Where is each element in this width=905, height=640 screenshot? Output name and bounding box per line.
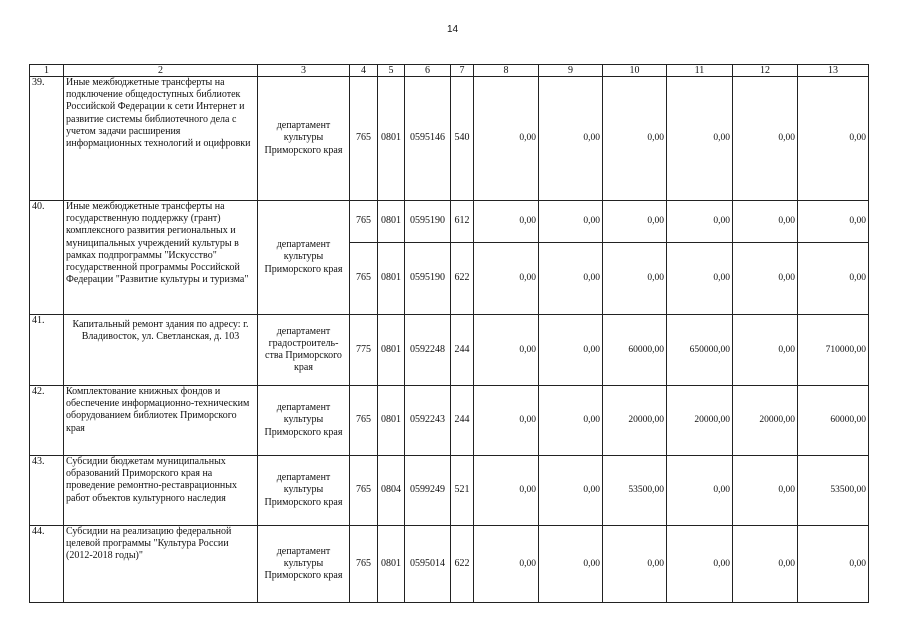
amount-cell: 53500,00 <box>603 456 667 526</box>
table-row <box>30 456 869 526</box>
amount-cell: 0,00 <box>474 526 539 603</box>
column-header: 9 <box>539 65 603 77</box>
row-number: 40. <box>30 201 64 315</box>
code-section: 0801 <box>378 77 405 201</box>
code-section: 0801 <box>378 386 405 456</box>
code-expense-type: 244 <box>451 315 474 386</box>
code-target: 0599249 <box>405 456 451 526</box>
amount-cell: 0,00 <box>603 77 667 201</box>
amount-cell: 0,00 <box>667 243 733 315</box>
amount-cell: 710000,00 <box>798 315 869 386</box>
column-header: 2 <box>64 65 258 77</box>
code-section: 0801 <box>378 315 405 386</box>
amount-cell: 0,00 <box>667 201 733 243</box>
responsible-department: департамент культуры Приморского края <box>258 456 350 526</box>
amount-cell: 0,00 <box>603 243 667 315</box>
column-header: 5 <box>378 65 405 77</box>
amount-cell: 53500,00 <box>798 456 869 526</box>
amount-cell: 0,00 <box>539 201 603 243</box>
measure-name: Иные межбюджетные трансферты на подключение общедоступных библиотек Российской Федерации к сети Интернет и развитие системы библиотечного дела с учетом задачи расширения информационных технологий и оцифровки <box>64 77 258 201</box>
amount-cell: 0,00 <box>733 77 798 201</box>
column-header: 6 <box>405 65 451 77</box>
column-header: 3 <box>258 65 350 77</box>
code-section: 0801 <box>378 201 405 243</box>
column-header: 8 <box>474 65 539 77</box>
row-number: 41. <box>30 315 64 386</box>
amount-cell: 0,00 <box>667 456 733 526</box>
amount-cell: 0,00 <box>474 201 539 243</box>
code-grbs: 775 <box>350 315 378 386</box>
table-row <box>30 526 869 603</box>
amount-cell: 0,00 <box>474 315 539 386</box>
amount-cell: 0,00 <box>539 77 603 201</box>
amount-cell: 0,00 <box>539 526 603 603</box>
code-grbs: 765 <box>350 77 378 201</box>
code-section: 0801 <box>378 526 405 603</box>
amount-cell: 0,00 <box>667 77 733 201</box>
column-header: 13 <box>798 65 869 77</box>
amount-cell: 0,00 <box>474 77 539 201</box>
code-target: 0595014 <box>405 526 451 603</box>
table-row <box>30 77 869 201</box>
code-target: 0595190 <box>405 201 451 243</box>
table-row <box>30 315 869 386</box>
amount-cell: 0,00 <box>474 243 539 315</box>
amount-cell: 0,00 <box>798 526 869 603</box>
code-target: 0592248 <box>405 315 451 386</box>
amount-cell: 20000,00 <box>603 386 667 456</box>
amount-cell: 0,00 <box>733 243 798 315</box>
amount-cell: 0,00 <box>733 456 798 526</box>
code-target: 0595190 <box>405 243 451 315</box>
amount-cell: 0,00 <box>603 201 667 243</box>
code-grbs: 765 <box>350 201 378 243</box>
amount-cell: 0,00 <box>798 201 869 243</box>
row-number: 39. <box>30 77 64 201</box>
code-expense-type: 622 <box>451 243 474 315</box>
measure-name: Субсидии на реализацию федеральной целевой программы "Культура России (2012-2018 годы)" <box>64 526 258 603</box>
amount-cell: 0,00 <box>539 386 603 456</box>
amount-cell: 0,00 <box>733 201 798 243</box>
code-target: 0592243 <box>405 386 451 456</box>
amount-cell: 0,00 <box>474 386 539 456</box>
column-header: 10 <box>603 65 667 77</box>
code-expense-type: 244 <box>451 386 474 456</box>
amount-cell: 0,00 <box>474 456 539 526</box>
column-header: 11 <box>667 65 733 77</box>
measure-name: Иные межбюджетные трансферты на государственную поддержку (грант) комплексного развития региональных и муниципальных учреждений культуры в рамках подпрограммы "Искусство" государственной программы Российской Федерации "Развитие культуры и туризма" <box>64 201 258 315</box>
table-row <box>30 386 869 456</box>
row-number: 43. <box>30 456 64 526</box>
page-number: 14 <box>446 24 459 35</box>
amount-cell: 0,00 <box>539 243 603 315</box>
code-grbs: 765 <box>350 386 378 456</box>
budget-table <box>29 64 869 603</box>
measure-name: Субсидии бюджетам муниципальных образований Приморского края на проведение ремонтно-реставрационных работ объектов культурного наследия <box>64 456 258 526</box>
amount-cell: 0,00 <box>667 526 733 603</box>
amount-cell: 0,00 <box>798 243 869 315</box>
code-expense-type: 540 <box>451 77 474 201</box>
code-section: 0801 <box>378 243 405 315</box>
amount-cell: 0,00 <box>798 77 869 201</box>
amount-cell: 60000,00 <box>798 386 869 456</box>
code-target: 0595146 <box>405 77 451 201</box>
code-section: 0804 <box>378 456 405 526</box>
row-number: 44. <box>30 526 64 603</box>
table-row <box>30 201 869 243</box>
column-header: 7 <box>451 65 474 77</box>
responsible-department: департамент градостроитель-ства Приморского края <box>258 315 350 386</box>
responsible-department: департамент культуры Приморского края <box>258 77 350 201</box>
amount-cell: 0,00 <box>539 315 603 386</box>
code-grbs: 765 <box>350 526 378 603</box>
amount-cell: 20000,00 <box>733 386 798 456</box>
code-expense-type: 612 <box>451 201 474 243</box>
amount-cell: 650000,00 <box>667 315 733 386</box>
responsible-department: департамент культуры Приморского края <box>258 386 350 456</box>
code-grbs: 765 <box>350 456 378 526</box>
column-header: 1 <box>30 65 64 77</box>
code-grbs: 765 <box>350 243 378 315</box>
amount-cell: 0,00 <box>603 526 667 603</box>
measure-name: Капитальный ремонт здания по адресу: г. Владивосток, ул. Светланская, д. 103 <box>64 315 258 386</box>
header-row <box>30 65 869 77</box>
row-number: 42. <box>30 386 64 456</box>
amount-cell: 0,00 <box>733 526 798 603</box>
amount-cell: 60000,00 <box>603 315 667 386</box>
measure-name: Комплектование книжных фондов и обеспечение информационно-техническим оборудованием библиотек Приморского края <box>64 386 258 456</box>
code-expense-type: 521 <box>451 456 474 526</box>
amount-cell: 0,00 <box>539 456 603 526</box>
column-header: 4 <box>350 65 378 77</box>
code-expense-type: 622 <box>451 526 474 603</box>
responsible-department: департамент культуры Приморского края <box>258 526 350 603</box>
responsible-department: департамент культуры Приморского края <box>258 201 350 315</box>
column-header: 12 <box>733 65 798 77</box>
amount-cell: 0,00 <box>733 315 798 386</box>
amount-cell: 20000,00 <box>667 386 733 456</box>
